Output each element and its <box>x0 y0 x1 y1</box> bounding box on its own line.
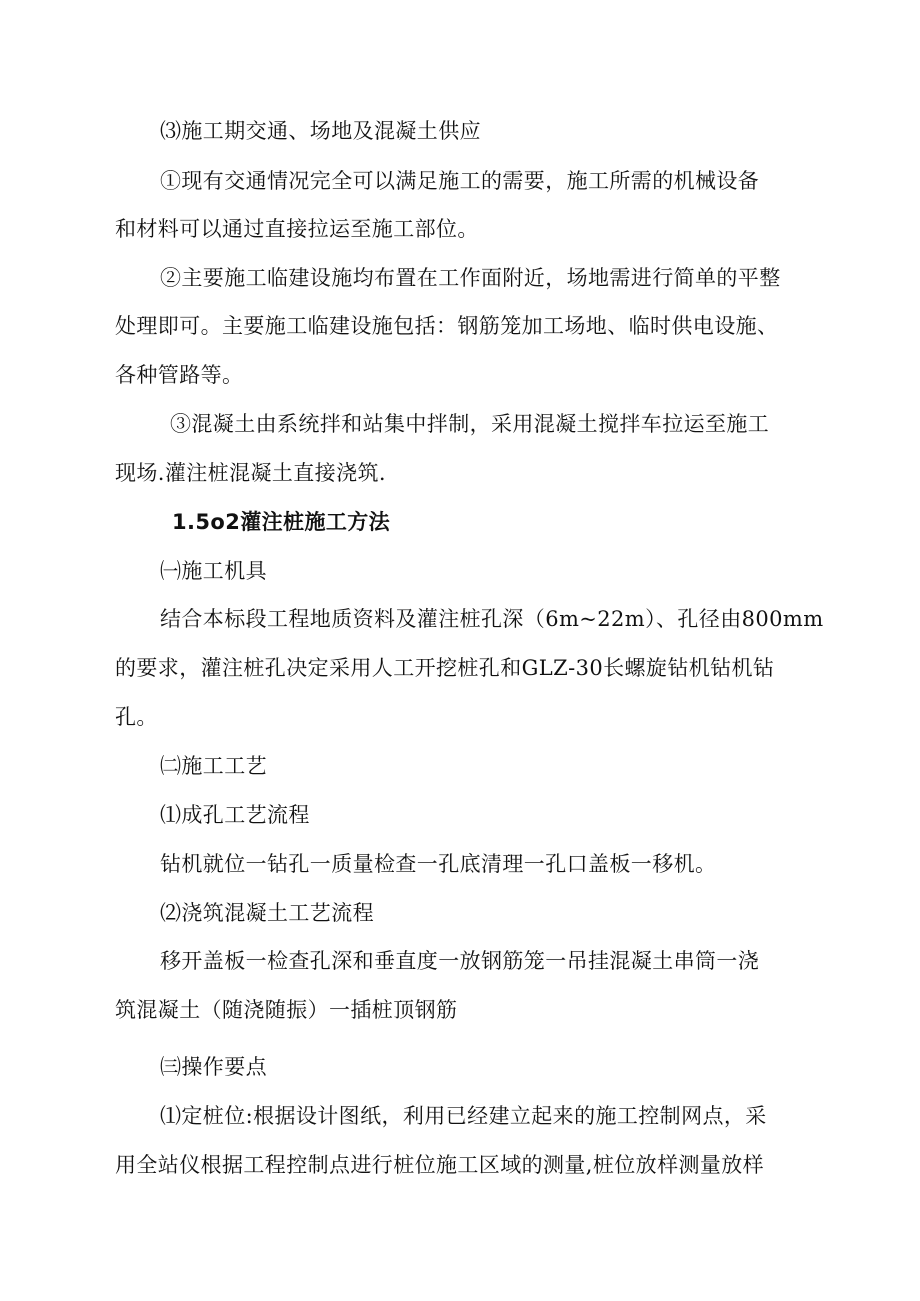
paragraph-line: 孔。 <box>115 705 158 729</box>
paragraph-line: 移开盖板一检查孔深和垂直度一放钢筋笼一吊挂混凝土串筒一浇 <box>160 949 760 973</box>
paragraph-line: 结合本标段工程地质资料及灌注桩孔深（6m~22m）、孔径由800mm <box>160 607 824 631</box>
paragraph-line: 钻机就位一钻孔一质量检查一孔底清理一孔口盖板一移机。 <box>160 852 717 876</box>
subsection-heading-key-points: ㈢操作要点 <box>160 1055 267 1079</box>
paragraph-line: 的要求，灌注桩孔决定采用人工开挖桩孔和GLZ-30长螺旋钻机钻机钻 <box>115 656 775 680</box>
paragraph-line: 和材料可以通过直接拉运至施工部位。 <box>115 217 479 241</box>
paragraph-line: 处理即可。主要施工临建设施包括：钢筋笼加工场地、临时供电设施、 <box>115 314 779 338</box>
subsection-heading-process: ㈡施工工艺 <box>160 754 267 778</box>
paragraph-line: 用全站仪根据工程控制点进行桩位施工区域的测量,桩位放样测量放样 <box>115 1153 765 1177</box>
subsection-heading-tools: ㈠施工机具 <box>160 559 267 583</box>
paragraph-line: ③混凝土由系统拌和站集中拌制，采用混凝土搅拌车拉运至施工 <box>170 412 770 436</box>
item-heading-concrete-pouring: ⑵浇筑混凝土工艺流程 <box>160 901 374 925</box>
paragraph-line: ②主要施工临建设施均布置在工作面附近，场地需进行简单的平整 <box>160 266 781 290</box>
paragraph-line: 各种管路等。 <box>115 363 244 387</box>
paragraph-line: 现场.灌注桩混凝土直接浇筑. <box>115 461 386 485</box>
paragraph-line: ①现有交通情况完全可以满足施工的需要，施工所需的机械设备 <box>160 169 760 193</box>
section-heading-pile-construction-method: 1.5o2灌注桩施工方法 <box>172 510 391 534</box>
section-heading-traffic-site-concrete: ⑶施工期交通、场地及混凝土供应 <box>160 119 481 143</box>
paragraph-line: ⑴定桩位:根据设计图纸，利用已经建立起来的施工控制网点，采 <box>160 1104 767 1128</box>
paragraph-line: 筑混凝土（随浇随振）一插桩顶钢筋 <box>115 998 458 1022</box>
item-heading-hole-forming: ⑴成孔工艺流程 <box>160 803 310 827</box>
